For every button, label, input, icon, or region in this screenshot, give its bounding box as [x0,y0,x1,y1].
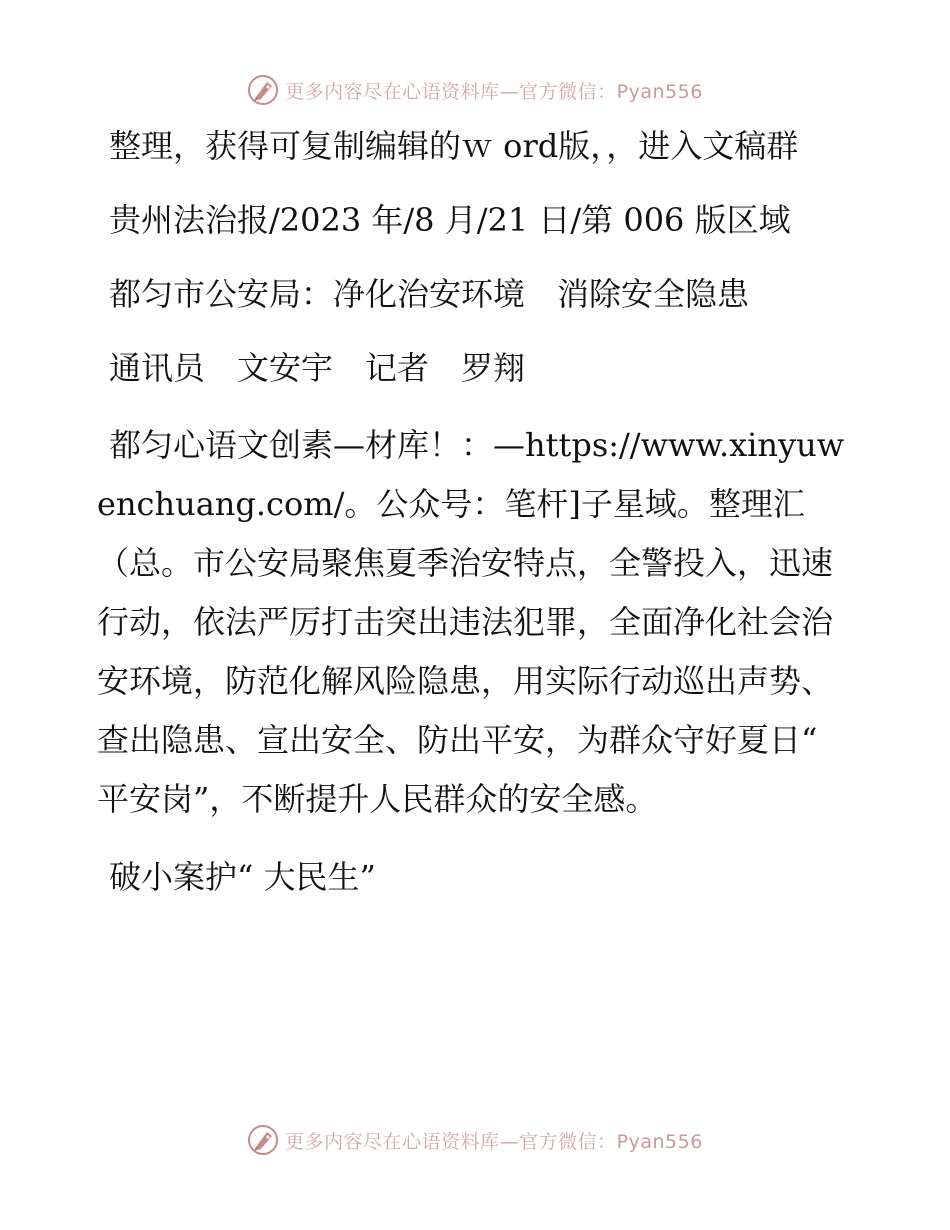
watermark-wechat-id: Pyan556 [616,1130,703,1153]
watermark-wechat-id: Pyan556 [616,80,703,103]
watermark-text: 更多内容尽在心语资料库—官方微信：Pyan556 [285,1130,703,1153]
pen-nib-logo-icon [247,1124,279,1156]
section-subheading: 破小案护“ 大民生” [109,858,376,896]
footer-watermark [0,1122,950,1158]
article-body-paragraph: 都匀心语文创素—材库！：—https://www.xinyuwenchuang.com/。公众号：笔杆]子星域。整理汇（总。市公安局聚焦夏季治安特点，全警投入，迅速行动，依法严厉打击突出违法犯罪，全面净化社会治安环境，防范化解风险隐患，用实际行动巡出声势、查出隐患、宣出安全、防出平安，为群众守好夏日“ 平安岗”，不断提升人民群众的安全感。 [97,426,845,818]
source-line: 贵州法治报/2023 年/8 月/21 日/第 006 版区域 [109,201,791,239]
article-headline: 都匀市公安局：净化治安环境 消除安全隐患 [109,275,750,313]
article-byline: 通讯员 文安宇 记者 罗翔 [109,349,526,387]
watermark-text: 更多内容尽在心语资料库—官方微信：Pyan556 [285,80,703,103]
document-body [97,120,857,925]
header-watermark [0,72,950,108]
intro-paragraph: 整理，获得可复制编辑的ｗ ord版，，进入文稿群 [109,127,799,165]
pen-nib-logo-icon [247,74,279,106]
